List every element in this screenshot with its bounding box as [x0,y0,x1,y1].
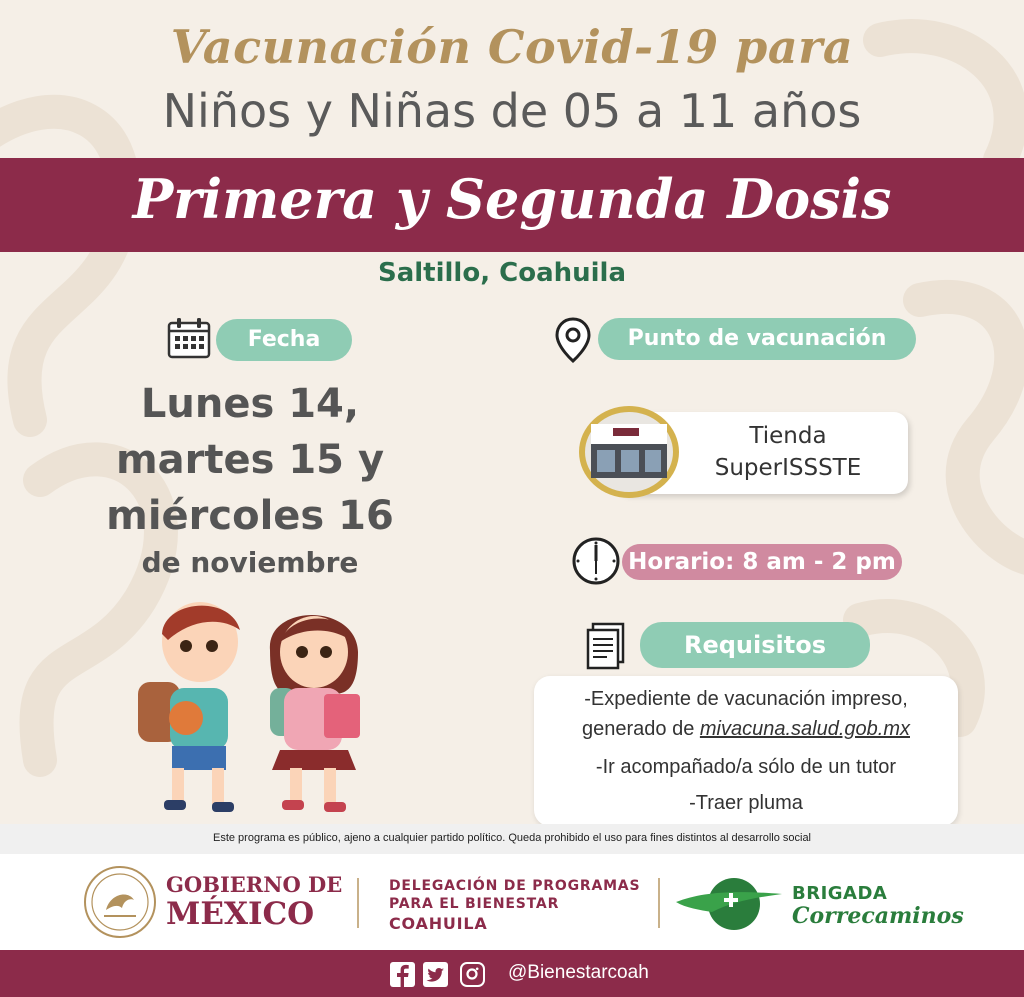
brigada-line-1: BRIGADA [792,883,888,904]
punto-pill: Punto de vacunación [598,318,916,360]
page-subtitle: Niños y Niñas de 05 a 11 años [162,84,862,138]
city-label: Saltillo, Coahuila [377,258,626,288]
roadrunner-logo-icon [672,872,786,934]
mivacuna-link[interactable]: mivacuna.salud.gob.mx [699,718,910,740]
requisito-item-2 [534,718,958,741]
requisito-item-4: -Traer pluma [689,792,803,814]
social-handle[interactable]: @Bienestarcoah [508,962,649,983]
date-line-1: Lunes 14, [140,381,360,427]
requisito-item-1: -Expediente de vacunación impreso, [584,688,908,710]
date-line-3: miércoles 16 [106,493,394,539]
delegacion-line-1: DELEGACIÓN DE PROGRAMAS [389,878,641,894]
location-pin-icon [554,316,592,364]
twitter-icon[interactable] [423,962,448,987]
disclaimer-text: Este programa es público, ajeno a cualquier partido político. Queda prohibido el uso para fines distintos al desarrollo social [212,832,812,844]
store-name [690,420,886,484]
requisitos-pill: Requisitos [640,622,870,668]
footer-divider [658,878,660,928]
store-name-line-1: Tienda [749,423,827,449]
facebook-icon[interactable] [390,962,415,987]
document-icon [585,622,627,670]
children-illustration [120,590,380,824]
store-name-line-2: SuperISSSTE [714,455,862,481]
requisito-item-2-prefix: generado de [582,718,700,740]
fecha-pill: Fecha [216,319,352,361]
delegacion-line-3: COAHUILA [389,914,488,933]
instagram-icon[interactable] [460,962,485,987]
clock-icon [571,536,621,586]
requisito-item-3: -Ir acompañado/a sólo de un tutor [595,756,897,778]
calendar-icon [167,316,211,360]
store-photo [577,404,681,500]
gobierno-logo-line-1: GOBIERNO DE [166,872,343,897]
horario-pill: Horario: 8 am - 2 pm [622,544,902,580]
dose-title: Primera y Segunda Dosis [132,167,892,231]
brigada-line-2: Correcaminos [792,903,964,929]
date-line-2: martes 15 y [115,437,385,483]
gobierno-logo-line-2: MÉXICO [166,896,315,932]
delegacion-line-2: PARA EL BIENESTAR [389,896,560,912]
national-seal-icon [82,864,158,940]
date-month: de noviembre [141,546,359,579]
page-title: Vacunación Covid-19 para [170,20,854,74]
footer-divider [357,878,359,928]
